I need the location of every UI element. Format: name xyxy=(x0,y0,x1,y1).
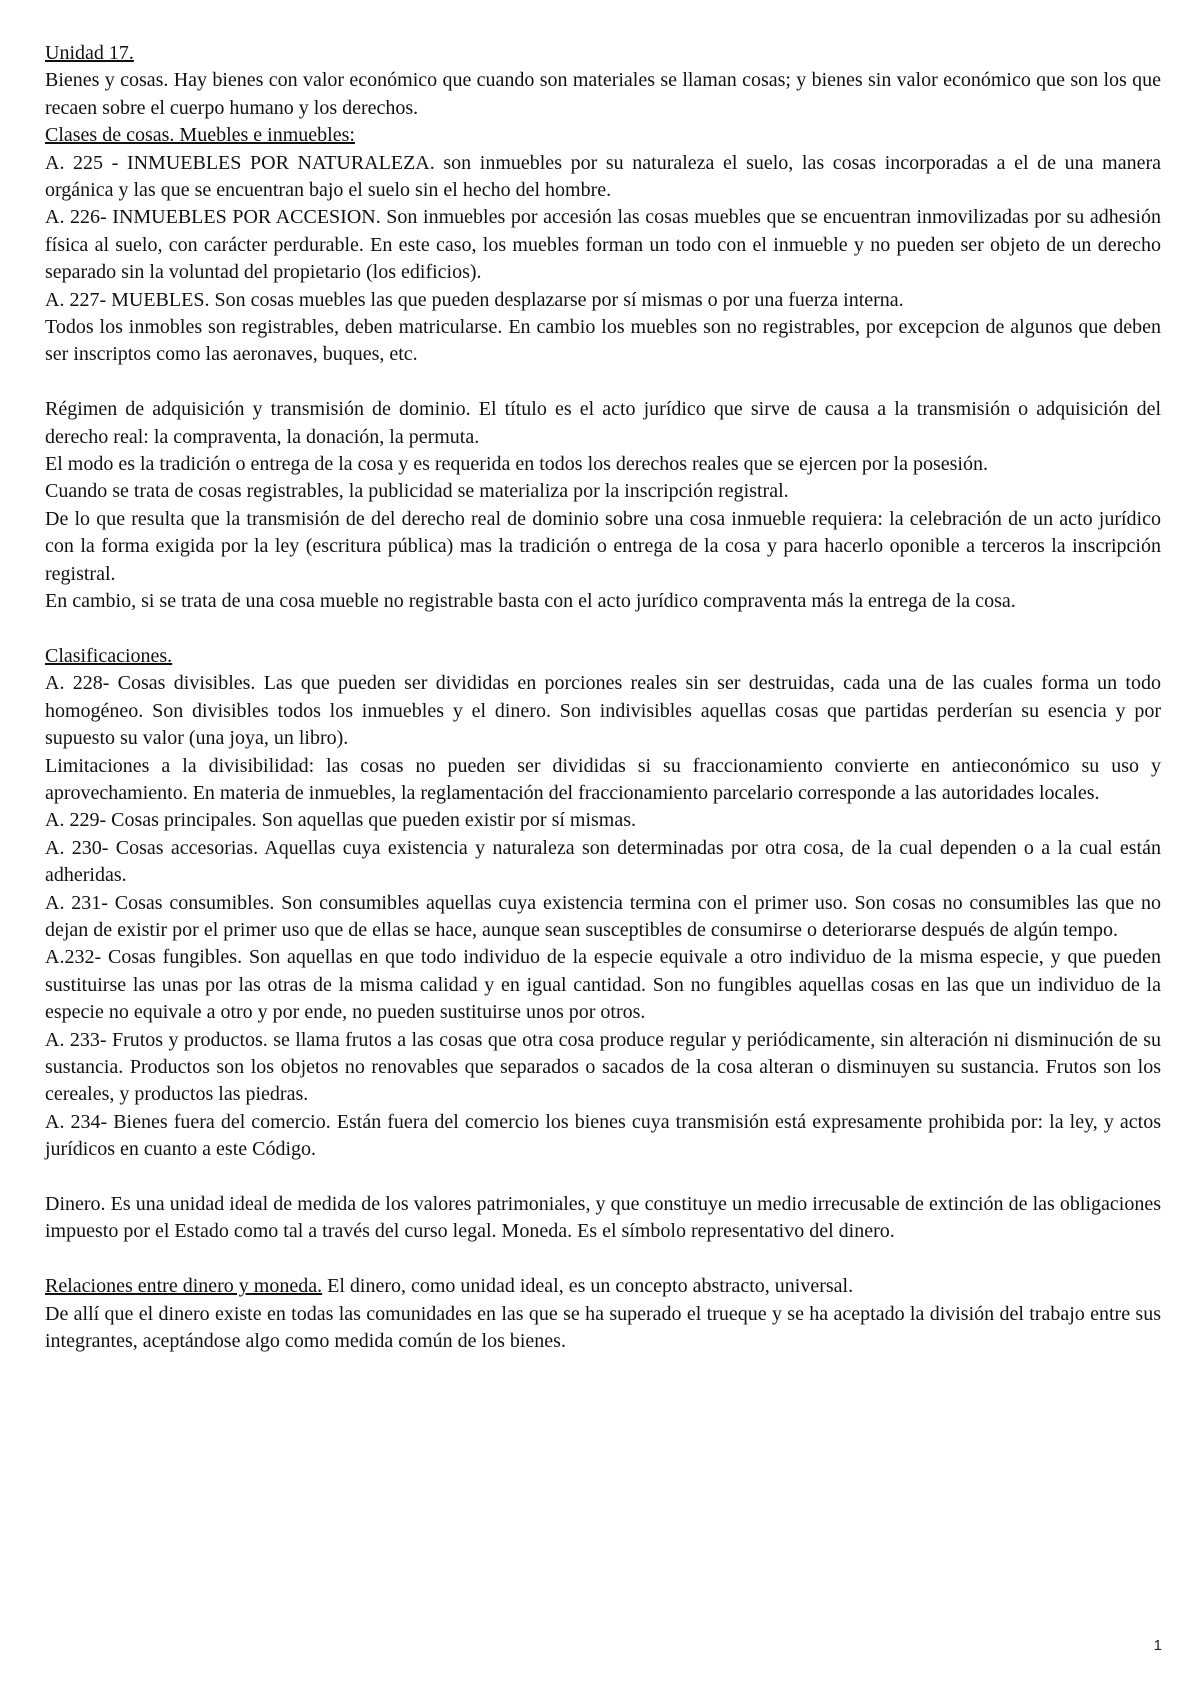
regimen-paragraph: Régimen de adquisición y transmisión de dominio. El título es el acto jurídico que sirve de causa a la transmisión o adquisición del derecho real: la compraventa, la donación, la permuta. xyxy=(45,398,1161,448)
spacer xyxy=(45,369,1161,396)
article-228: A. 228- Cosas divisibles. Las que pueden ser divididas en porciones reales sin ser destruidas, cada una de las cuales forma un todo homogéneo. Son divisibles todos los inmuebles y el dinero. Son indivisibles aquellas cosas que partidas perderían su esencia y por supuesto su valor (una joya, un libro). xyxy=(45,672,1161,750)
registrables-paragraph: Todos los inmobles son registrables, deben matricularse. En cambio los muebles son no registrables, por excepcion de algunos que deben ser inscriptos como las aeronaves, buques, etc. xyxy=(45,316,1161,366)
division-paragraph: De allí que el dinero existe en todas las comunidades en las que se ha superado el trueque y se ha aceptado la división del trabajo entre sus integrantes, aceptándose algo como medida común de los bienes. xyxy=(45,1302,1161,1353)
article-229: A. 229- Cosas principales. Son aquellas que pueden existir por sí mismas. xyxy=(45,809,637,832)
article-231: A. 231- Cosas consumibles. Son consumibles aquellas cuya existencia termina con el primer uso. Son cosas no consumibles las que no dejan de existir por el primer uso que de ellas se hace, aunque sean susceptibles de consumirse o deteriorarse después de algún tempo. xyxy=(45,891,1161,941)
intro-paragraph: Bienes y cosas. Hay bienes con valor económico que cuando son materiales se llaman cosas; y bienes sin valor económico que son los que recaen sobre el cuerpo humano y los derechos. xyxy=(45,69,1161,119)
article-232: A.232- Cosas fungibles. Son aquellas en que todo individuo de la especie equivale a otro individuo de la misma especie, y que pueden sustituirse las unas por las otras de la misma calidad y en igual cantidad. Son no fungibles aquellas cosas en las que un individuo de la especie no equivale a otro y por ende, no pueden sustituirse unos por otros. xyxy=(45,946,1161,1024)
unit-title: Unidad 17. xyxy=(45,42,134,64)
spacer xyxy=(45,1246,1161,1273)
article-226: A. 226- INMUEBLES POR ACCESION. Son inmuebles por accesión las cosas muebles que se encuentran inmovilizadas por su adhesión física al suelo, con carácter perdurable. En este caso, los muebles forman un todo con el inmueble y no pueden ser objeto de un derecho separado sin la voluntad del propietario (los edificios). xyxy=(45,206,1161,284)
mueble-no-registrable-paragraph: En cambio, si se trata de una cosa mueble no registrable basta con el acto jurídico compraventa más la entrega de la cosa. xyxy=(45,590,1016,613)
relaciones-text: El dinero, como unidad ideal, es un concepto abstracto, universal. xyxy=(322,1275,854,1298)
modo-paragraph: El modo es la tradición o entrega de la cosa y es requerida en todos los derechos reales que se ejercen por la posesión. xyxy=(45,453,988,476)
spacer xyxy=(45,616,1161,643)
page-number: 1 xyxy=(1153,1637,1162,1654)
document-body xyxy=(45,40,1161,1355)
clases-heading: Clases de cosas. Muebles e inmuebles: xyxy=(45,124,355,147)
article-234: A. 234- Bienes fuera del comercio. Están fuera del comercio los bienes cuya transmisión está expresamente prohibida por: la ley, y actos jurídicos en cuanto a este Código. xyxy=(45,1110,1161,1161)
article-225: A. 225 - INMUEBLES POR NATURALEZA. son inmuebles por su naturaleza el suelo, las cosas incorporadas a el de una manera orgánica y las que se encuentran bajo el suelo sin el hecho del hombre. xyxy=(45,151,1161,202)
resulta-paragraph: De lo que resulta que la transmisión de del derecho real de dominio sobre una cosa inmueble requiera: la celebración de un acto jurídico con la forma exigida por la ley (escritura pública) mas la tradición o entrega de la cosa y para hacerlo oponible a terceros la inscripción registral. xyxy=(45,507,1161,585)
limitaciones-paragraph: Limitaciones a la divisibilidad: las cosas no pueden ser divididas si su fraccionamiento convierte en antieconómico su uso y aprovechamiento. En materia de inmuebles, la reglamentación del fraccionamiento parcelario corresponde a las autoridades locales. xyxy=(45,754,1161,804)
article-233: A. 233- Frutos y productos. se llama frutos a las cosas que otra cosa produce regular y periódicamente, sin alteración ni disminución de su sustancia. Productos son los objetos no renovables que separados o sacados de la cosa alteran o disminuyen su sustancia. Frutos son los cereales, y productos las piedras. xyxy=(45,1028,1161,1106)
relaciones-paragraph xyxy=(45,1273,1161,1300)
clasificaciones-heading: Clasificaciones. xyxy=(45,644,173,667)
relaciones-heading: Relaciones entre dinero y moneda. xyxy=(45,1275,323,1298)
dinero-paragraph: Dinero. Es una unidad ideal de medida de los valores patrimoniales, y que constituye un medio irrecusable de extinción de las obligaciones impuesto por el Estado como tal a través del curso legal. Moneda. Es el símbolo representativo del dinero. xyxy=(45,1193,1161,1243)
article-227: A. 227- MUEBLES. Son cosas muebles las que pueden desplazarse por sí mismas o por una fuerza interna. xyxy=(45,288,904,311)
publicidad-paragraph: Cuando se trata de cosas registrables, la publicidad se materializa por la inscripción registral. xyxy=(45,480,789,503)
spacer xyxy=(45,1164,1161,1191)
article-230: A. 230- Cosas accesorias. Aquellas cuya existencia y naturaleza son determinadas por otra cosa, de la cual dependen o a la cual están adheridas. xyxy=(45,836,1161,887)
